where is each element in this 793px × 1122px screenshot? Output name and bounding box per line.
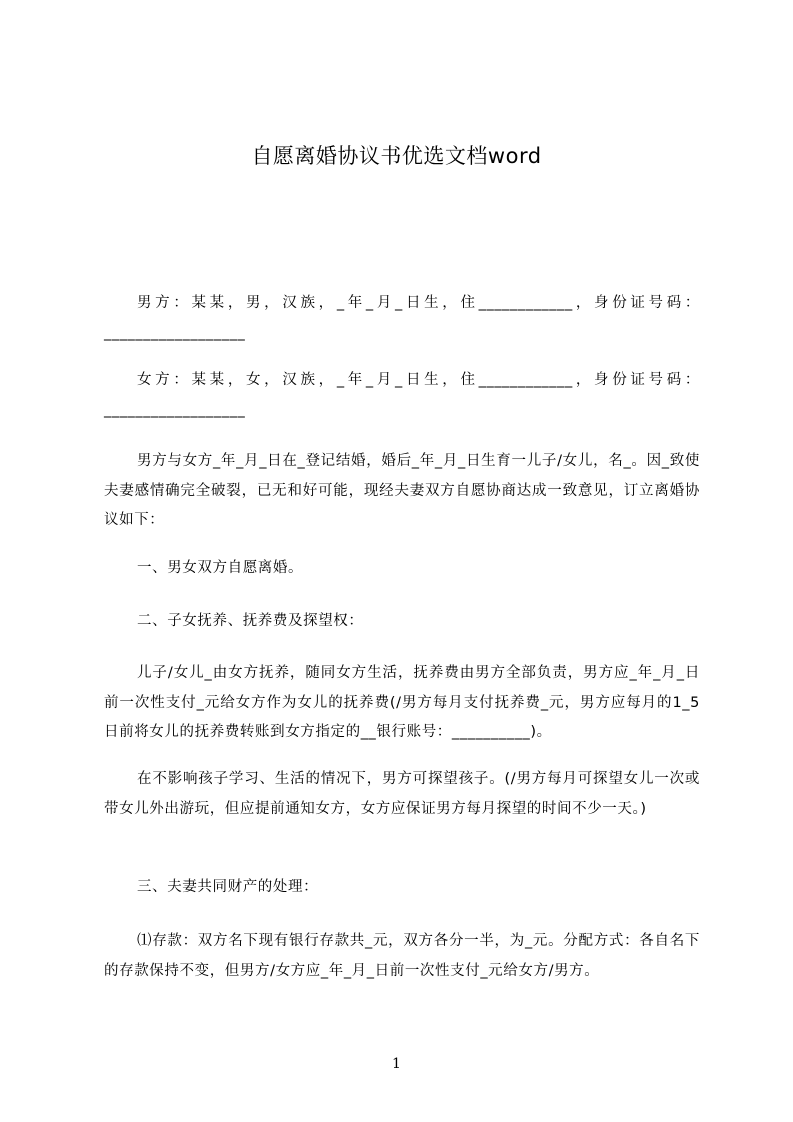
paragraph-text: ⑴存款：双方名下现有银行存款共_元，双方各分一半，为_元。分配方式：各自名下的存款保持不变，但男方/女方应_年_月_日前一次性支付_元给女方/男方。 (104, 933, 700, 979)
marriage-background-paragraph (104, 447, 700, 536)
paragraph-text: 男方：某某，男，汉族，_年_月_日生，住____________，身份证号码：__________________ (104, 295, 700, 341)
paragraph-text: 女方：某某，女，汉族，_年_月_日生，住____________，身份证号码：__________________ (104, 372, 700, 418)
visitation-paragraph (104, 765, 700, 824)
savings-paragraph (104, 927, 700, 986)
party-male-paragraph (104, 289, 700, 348)
paragraph-text: 三、夫妻共同财产的处理： (137, 879, 319, 895)
paragraph-text: 在不影响孩子学习、生活的情况下，男方可探望孩子。(/男方每月可探望女儿一次或带女儿外出游玩，但应提前通知女方，女方应保证男方每月探望的时间不少一天。) (104, 771, 700, 817)
paragraph-text: 二、子女抚养、抚养费及探望权： (137, 613, 364, 629)
clause-2-heading (104, 607, 700, 637)
party-female-paragraph (104, 366, 700, 425)
clause-1-heading (104, 554, 700, 584)
paragraph-text: 儿子/女儿_由女方抚养，随同女方生活，抚养费由男方全部负责，男方应_年_月_日前一次性支付_元给女方作为女儿的抚养费(/男方每月支付抚养费_元，男方应每月的1_5日前将女儿的抚养费转账到女方指定的__银行账号：__________)。 (104, 665, 700, 740)
child-support-paragraph (104, 659, 700, 748)
clause-3-heading (104, 873, 700, 903)
paragraph-text: 男方与女方_年_月_日在_登记结婚，婚后_年_月_日生育一儿子/女儿，名_。因_致使夫妻感情确完全破裂，已无和好可能，现经夫妻双方自愿协商达成一致意见，订立离婚协议如下： (104, 453, 700, 528)
page-number: 1 (392, 1056, 401, 1072)
document-title: 自愿离婚协议书优选文档word (251, 144, 542, 168)
paragraph-text: 一、男女双方自愿离婚。 (137, 560, 304, 576)
